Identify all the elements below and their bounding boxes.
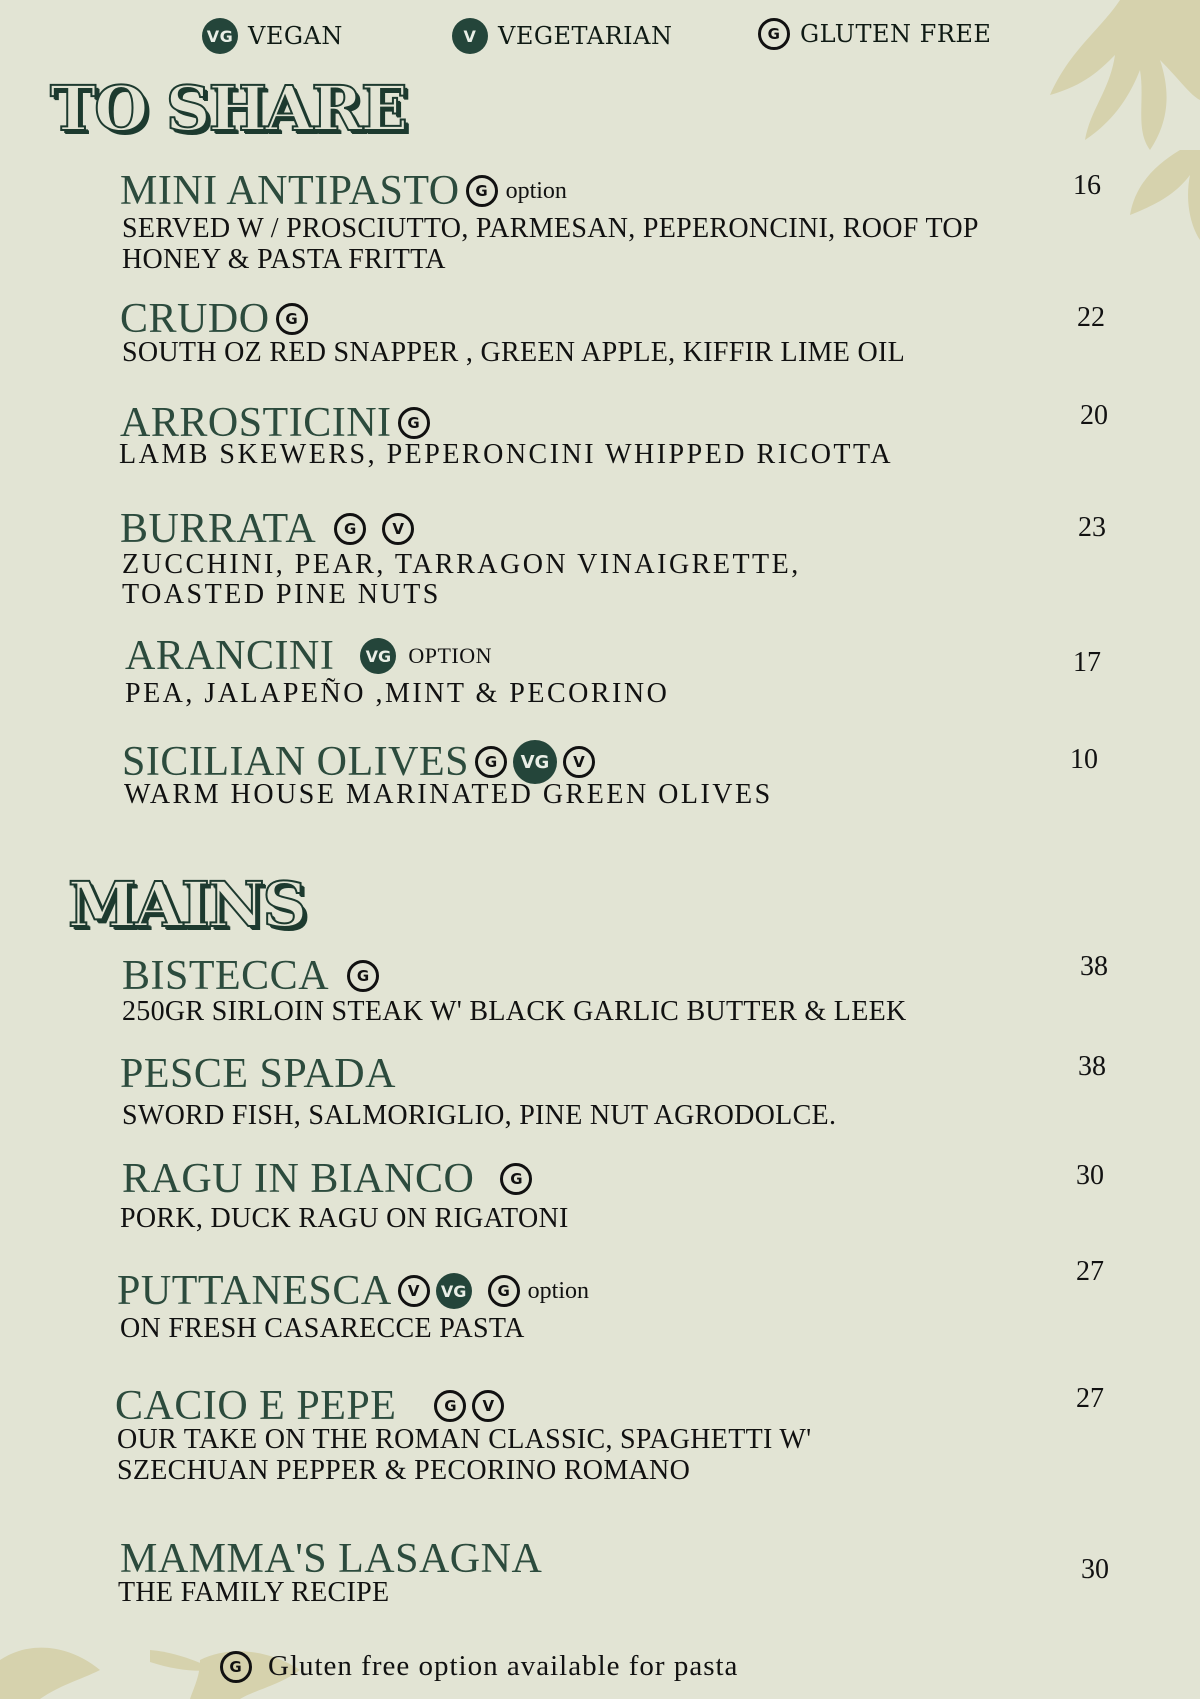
vegan-icon: VG <box>360 638 396 674</box>
menu-item-mini-antipasto <box>0 170 1200 280</box>
item-name: PESCE SPADA <box>120 1051 396 1097</box>
item-name: ARANCINI <box>125 633 335 679</box>
item-price: 38 <box>1078 1051 1106 1082</box>
vegetarian-icon: V <box>398 1275 430 1307</box>
gluten-free-icon: G <box>475 746 507 778</box>
vegetarian-icon: V <box>472 1390 504 1422</box>
item-name: BURRATA <box>120 506 317 552</box>
vegan-icon: VG <box>202 18 238 54</box>
item-description: THE FAMILY RECIPE <box>118 1577 390 1608</box>
item-price: 17 <box>1073 647 1101 678</box>
section-title-mains: MAINS <box>68 868 306 941</box>
menu-item-mammas-lasagna <box>0 1538 1200 1618</box>
gluten-free-icon: G <box>398 407 430 439</box>
item-description: SZECHUAN PEPPER & PECORINO ROMANO <box>117 1455 691 1486</box>
gluten-free-icon: G <box>220 1651 252 1683</box>
dietary-legend <box>0 18 1200 58</box>
item-price: 23 <box>1078 512 1106 543</box>
item-name: ARROSTICINI <box>120 400 392 446</box>
item-description: ON FRESH CASARECCE PASTA <box>120 1313 525 1344</box>
item-description: PEA, JALAPEÑO ,MINT & PECORINO <box>125 678 670 709</box>
item-name: RAGU IN BIANCO <box>122 1156 475 1202</box>
gluten-free-icon: G <box>347 960 379 992</box>
item-description: ZUCCHINI, PEAR, TARRAGON VINAIGRETTE, <box>122 549 801 580</box>
vegetarian-icon: V <box>563 746 595 778</box>
item-description: HONEY & PASTA FRITTA <box>122 244 446 275</box>
option-label: OPTION <box>408 643 492 668</box>
item-description: PORK, DUCK RAGU ON RIGATONI <box>120 1203 569 1234</box>
item-description: WARM HOUSE MARINATED GREEN OLIVES <box>124 779 773 810</box>
section-title-to-share: TO SHARE <box>50 72 406 145</box>
item-price: 16 <box>1073 170 1101 201</box>
item-name: BISTECCA <box>122 953 330 999</box>
item-name: PUTTANESCA <box>117 1268 392 1314</box>
menu-item-cacio-e-pepe <box>0 1385 1200 1495</box>
item-name: SICILIAN OLIVES <box>122 739 469 785</box>
menu-item-burrata <box>0 508 1200 618</box>
gluten-free-icon: G <box>334 513 366 545</box>
legend-label: GLUTEN FREE <box>800 20 992 48</box>
item-description: LAMB SKEWERS, PEPERONCINI WHIPPED RICOTTA <box>119 439 894 470</box>
item-name: MINI ANTIPASTO <box>120 168 460 214</box>
item-price: 27 <box>1076 1383 1104 1414</box>
menu-item-sicilian-olives <box>0 740 1200 820</box>
item-price: 38 <box>1080 951 1108 982</box>
option-label: option <box>505 177 567 204</box>
vegan-icon: VG <box>513 740 557 784</box>
item-price: 10 <box>1070 744 1098 775</box>
gluten-free-icon: G <box>434 1390 466 1422</box>
item-price: 27 <box>1076 1256 1104 1287</box>
gluten-free-icon: G <box>276 303 308 335</box>
menu-item-arrosticini <box>0 402 1200 472</box>
footer-note <box>220 1650 738 1683</box>
menu-item-arancini <box>0 635 1200 715</box>
item-price: 30 <box>1076 1160 1104 1191</box>
vegetarian-icon: V <box>382 513 414 545</box>
menu-item-bistecca <box>0 951 1200 1027</box>
menu-item-ragu-in-bianco <box>0 1156 1200 1234</box>
item-description: SERVED W / PROSCIUTTO, PARMESAN, PEPERONCINI, ROOF TOP <box>122 213 979 244</box>
vegetarian-icon: V <box>452 18 488 54</box>
item-description: OUR TAKE ON THE ROMAN CLASSIC, SPAGHETTI W' <box>117 1424 812 1455</box>
legend-gluten-free <box>758 18 991 50</box>
legend-label: VEGETARIAN <box>498 22 673 50</box>
item-price: 30 <box>1081 1554 1109 1585</box>
item-name: CRUDO <box>120 296 270 342</box>
item-price: 22 <box>1077 302 1105 333</box>
footer-text: Gluten free option available for pasta <box>268 1650 739 1682</box>
item-description: SOUTH OZ RED SNAPPER , GREEN APPLE, KIFFIR LIME OIL <box>122 337 906 368</box>
item-name: CACIO E PEPE <box>115 1383 397 1429</box>
menu-item-pesce-spada <box>0 1053 1200 1133</box>
legend-vegan <box>202 18 343 54</box>
gluten-free-icon: G <box>500 1163 532 1195</box>
legend-label: VEGAN <box>248 22 343 50</box>
item-description: SWORD FISH, SALMORIGLIO, PINE NUT AGRODOLCE. <box>122 1100 837 1131</box>
item-description: 250GR SIRLOIN STEAK W' BLACK GARLIC BUTTER & LEEK <box>122 996 907 1027</box>
legend-vegetarian <box>452 18 672 54</box>
menu-item-crudo <box>0 298 1200 368</box>
gluten-free-icon: G <box>488 1275 520 1307</box>
item-description: TOASTED PINE NUTS <box>122 579 441 610</box>
item-price: 20 <box>1080 400 1108 431</box>
vegan-icon: VG <box>436 1273 472 1309</box>
option-label: option <box>527 1277 590 1304</box>
gluten-free-icon: G <box>466 175 498 207</box>
gluten-free-icon: G <box>758 18 790 50</box>
item-name: MAMMA'S LASAGNA <box>120 1536 543 1582</box>
menu-item-puttanesca <box>0 1256 1200 1350</box>
